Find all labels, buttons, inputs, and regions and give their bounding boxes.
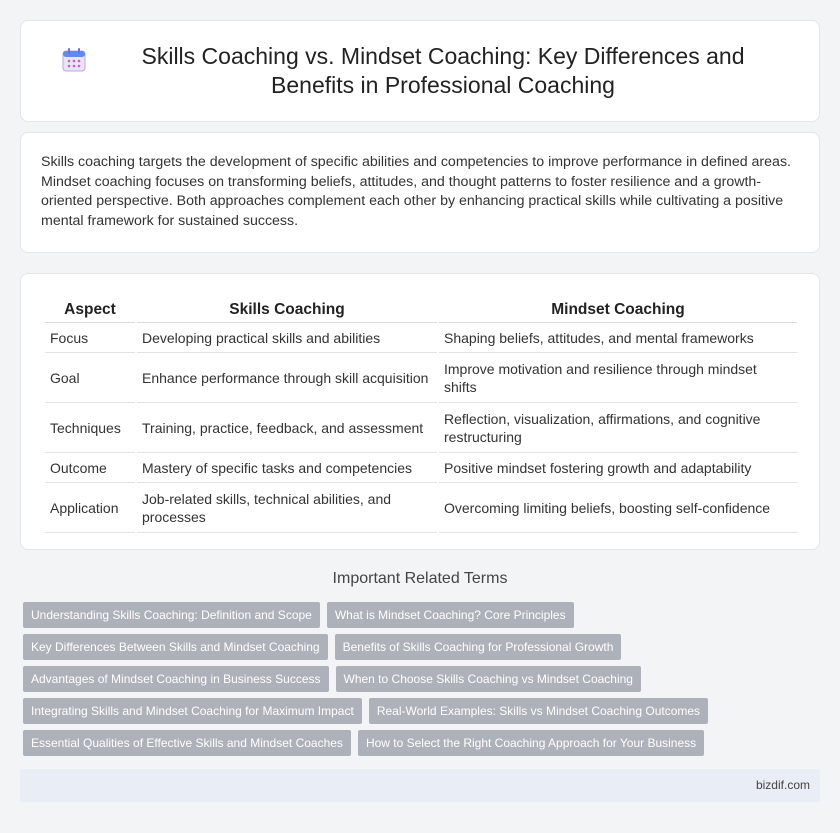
comparison-card [20, 273, 820, 550]
comparison-table [43, 294, 799, 533]
related-term-tag[interactable]: Integrating Skills and Mindset Coaching for Maximum Impact [23, 698, 362, 724]
table-cell: Job-related skills, technical abilities, and processes [137, 483, 437, 533]
table-row [45, 483, 797, 533]
related-term-tag[interactable]: When to Choose Skills Coaching vs Mindset Coaching [336, 666, 641, 692]
header-aspect: Aspect [45, 294, 135, 323]
table-cell: Positive mindset fostering growth and adaptability [439, 453, 797, 483]
table-cell: Improve motivation and resilience through mindset shifts [439, 353, 797, 403]
table-cell: Overcoming limiting beliefs, boosting self-confidence [439, 483, 797, 533]
table-cell: Training, practice, feedback, and assessment [137, 403, 437, 453]
related-terms-list [23, 602, 823, 762]
page-title: Skills Coaching vs. Mindset Coaching: Key Differences and Benefits in Professional Coaching [141, 43, 745, 98]
table-row [45, 323, 797, 353]
intro-text: Skills coaching targets the development of specific abilities and competencies to improve performance in defined areas. Mindset coaching focuses on transforming beliefs, attitudes, and thought patterns to foster resilience and a growth-oriented perspective. Both approaches complement each other by enhancing practical skills while cultivating a positive mental framework for sustained success. [41, 154, 791, 229]
site-name[interactable]: bizdif.com [755, 778, 810, 792]
table-cell: Enhance performance through skill acquisition [137, 353, 437, 403]
table-cell: Outcome [45, 453, 135, 483]
table-cell: Shaping beliefs, attitudes, and mental frameworks [439, 323, 797, 353]
related-term-tag[interactable]: Real-World Examples: Skills vs Mindset Coaching Outcomes [369, 698, 708, 724]
header-mindset-coaching: Mindset Coaching [439, 294, 797, 323]
footer-bar [20, 769, 820, 802]
related-term-tag[interactable]: What is Mindset Coaching? Core Principles [327, 602, 574, 628]
related-term-tag[interactable]: Advantages of Mindset Coaching in Business Success [23, 666, 329, 692]
table-cell: Techniques [45, 403, 135, 453]
table-cell: Reflection, visualization, affirmations, and cognitive restructuring [439, 403, 797, 453]
table-row [45, 403, 797, 453]
related-terms-heading: Important Related Terms [332, 570, 508, 587]
related-term-tag[interactable]: Key Differences Between Skills and Mindset Coaching [23, 634, 328, 660]
related-term-tag[interactable]: Benefits of Skills Coaching for Professional Growth [335, 634, 622, 660]
table-row [45, 353, 797, 403]
related-term-tag[interactable]: Understanding Skills Coaching: Definition and Scope [23, 602, 320, 628]
related-term-tag[interactable]: Essential Qualities of Effective Skills and Mindset Coaches [23, 730, 351, 756]
table-row [45, 453, 797, 483]
table-cell: Developing practical skills and abilities [137, 323, 437, 353]
calendar-icon [61, 47, 87, 73]
table-cell: Focus [45, 323, 135, 353]
table-cell: Goal [45, 353, 135, 403]
intro-card [20, 132, 820, 253]
related-term-tag[interactable]: How to Select the Right Coaching Approach for Your Business [358, 730, 704, 756]
header-card [20, 20, 820, 122]
table-header-row [45, 294, 797, 323]
table-cell: Mastery of specific tasks and competencies [137, 453, 437, 483]
header-skills-coaching: Skills Coaching [137, 294, 437, 323]
table-cell: Application [45, 483, 135, 533]
